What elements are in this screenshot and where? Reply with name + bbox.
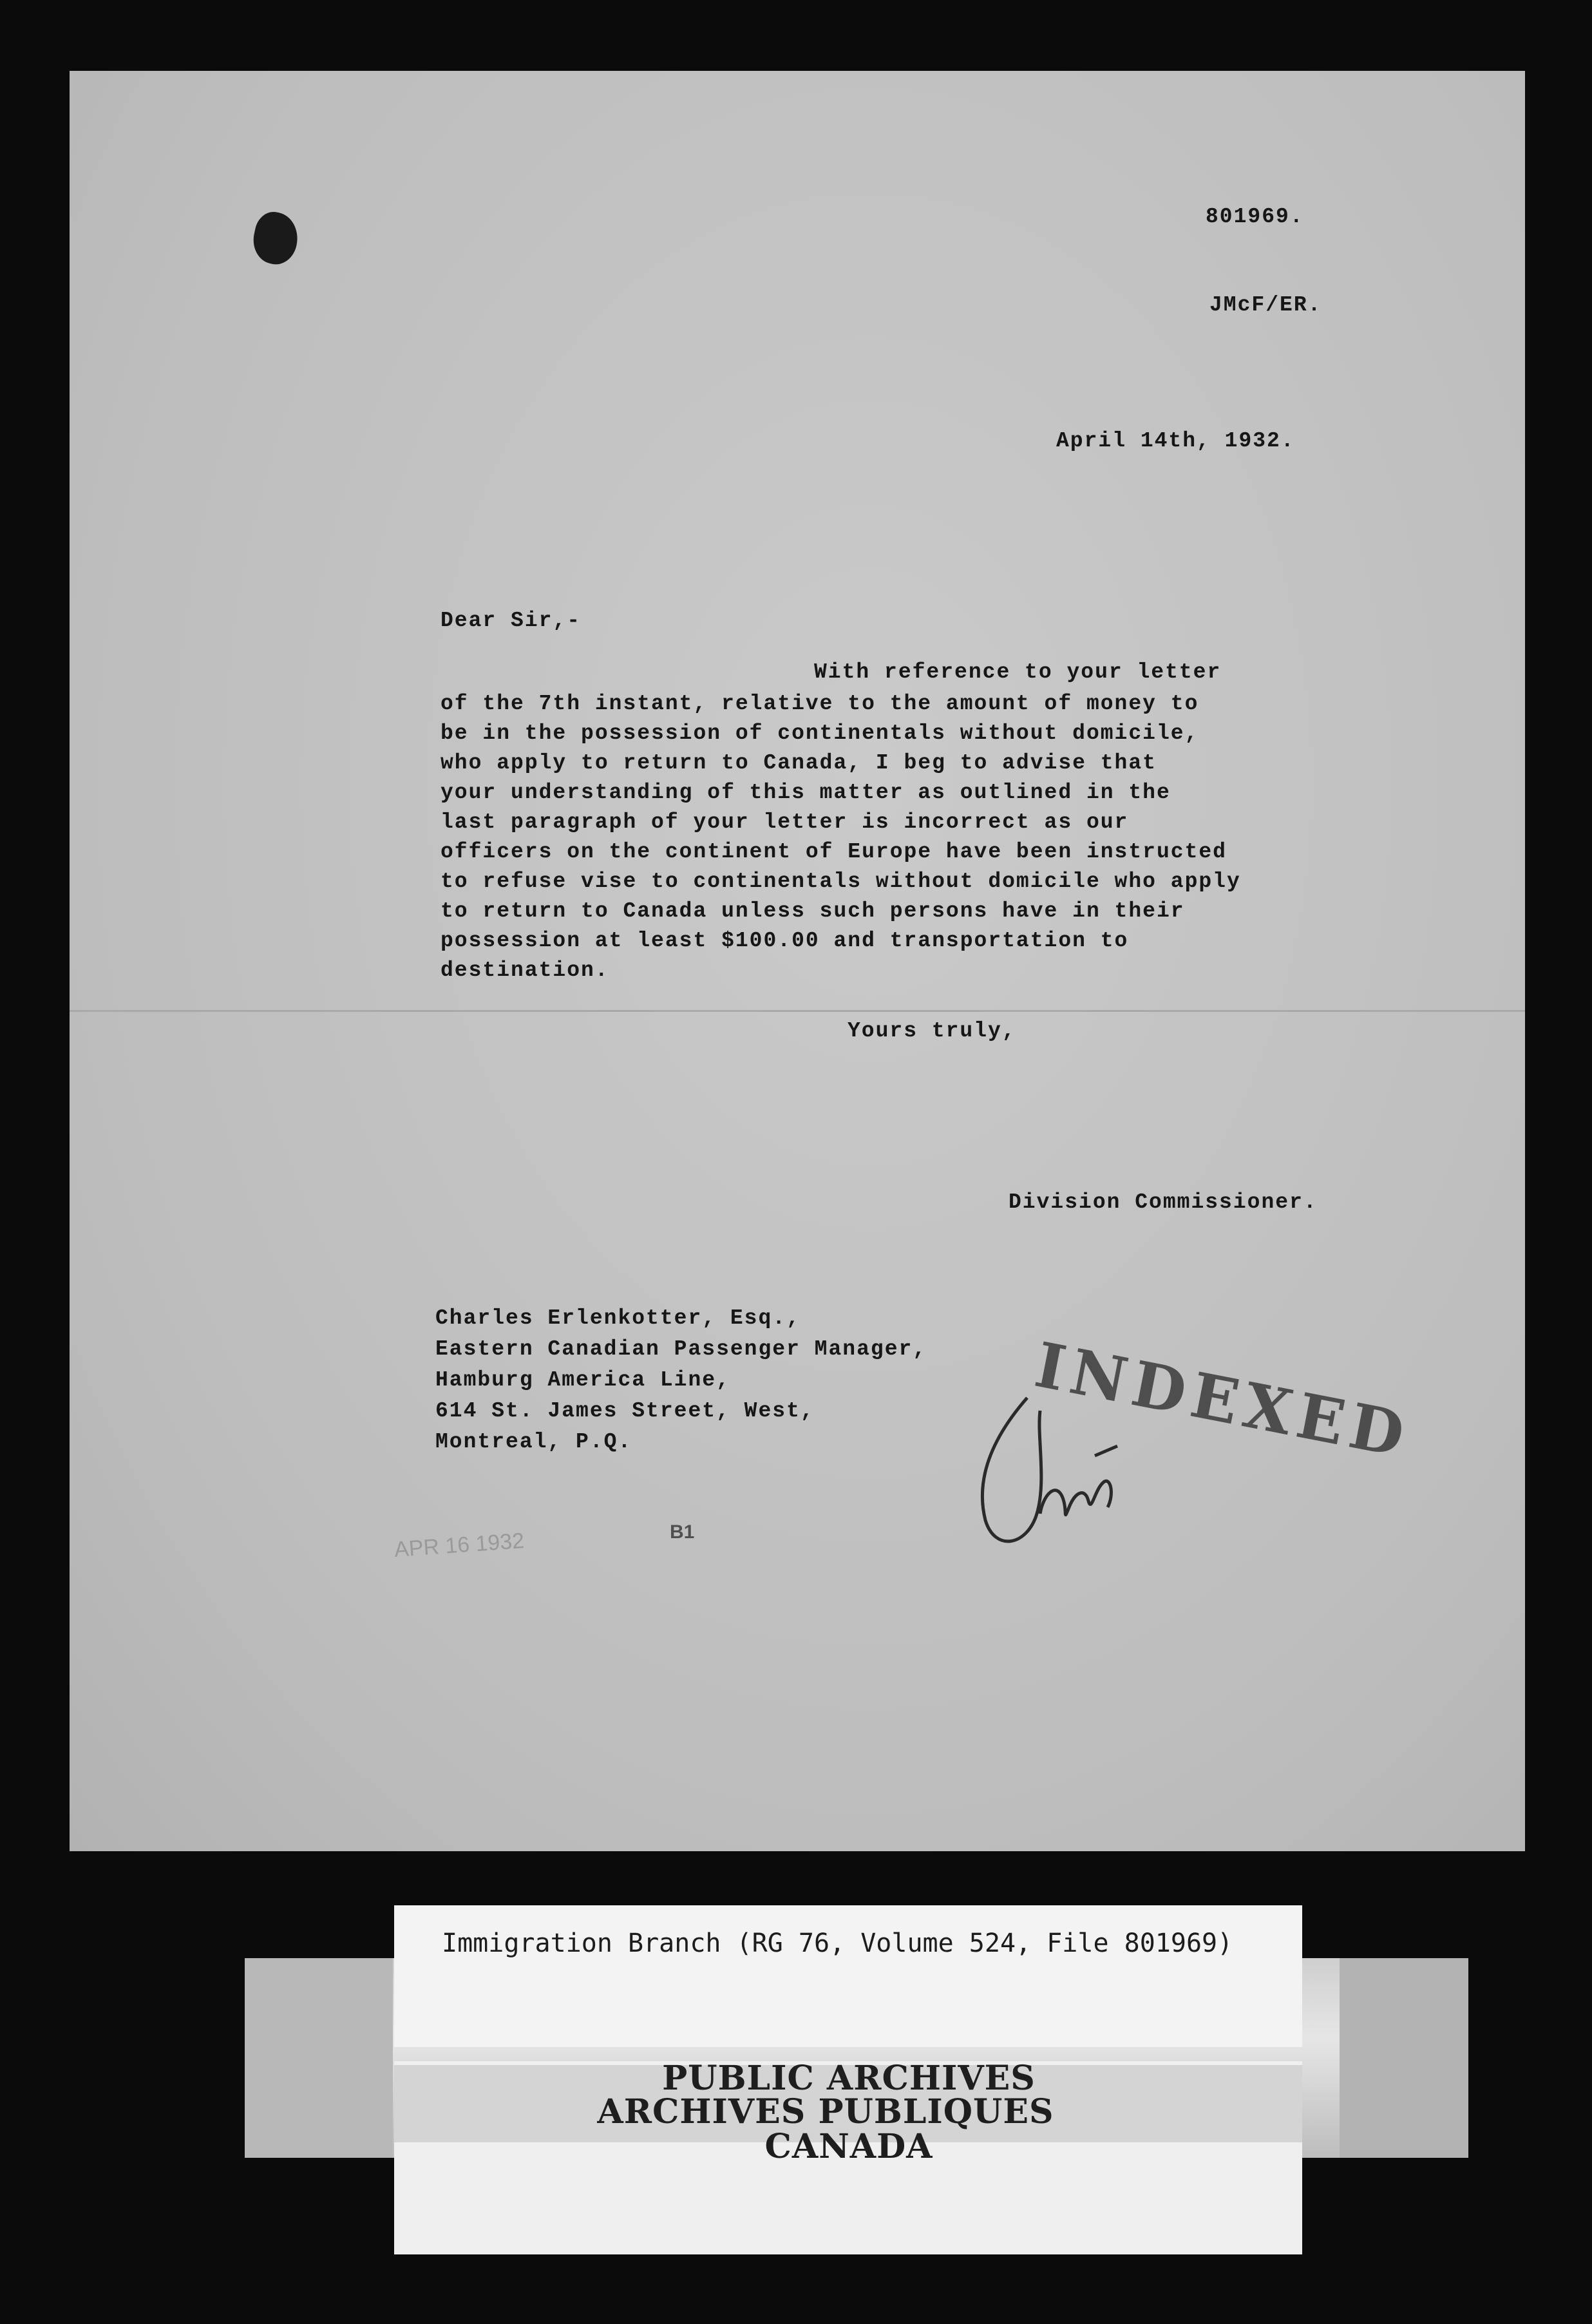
address-line: Hamburg America Line,	[435, 1368, 730, 1392]
indexed-stamp: INDEXED	[1029, 1328, 1417, 1472]
letter-date: April 14th, 1932.	[1056, 429, 1295, 453]
salutation: Dear Sir,-	[441, 609, 582, 633]
address-line: Eastern Canadian Passenger Manager,	[435, 1337, 927, 1361]
body-line: possession at least $100.00 and transportation to	[441, 929, 1129, 953]
file-number: 801969.	[1206, 205, 1304, 229]
address-line: Charles Erlenkotter, Esq.,	[435, 1306, 801, 1330]
body-line: officers on the continent of Europe have been instructed	[441, 840, 1227, 864]
tape-right-edge	[1340, 1958, 1468, 2158]
received-date-stamp: APR 16 1932	[393, 1528, 526, 1563]
body-line: be in the possession of continentals without domicile,	[441, 721, 1199, 745]
tape-left-edge	[245, 1958, 393, 2158]
address-line: 614 St. James Street, West,	[435, 1399, 815, 1423]
body-line: destination.	[441, 958, 609, 982]
address-line: Montreal, P.Q.	[435, 1430, 632, 1454]
body-line: to refuse vise to continentals without domicile who apply	[441, 870, 1241, 893]
citation-label	[394, 1905, 1302, 2047]
letter-page	[70, 71, 1525, 1851]
received-stamp-mark: B1	[670, 1521, 695, 1543]
archive-citation: Immigration Branch (RG 76, Volume 524, File 801969)	[442, 1929, 1233, 1958]
closing: Yours truly,	[848, 1019, 1016, 1043]
body-line: With reference to your letter	[814, 660, 1222, 684]
body-line: your understanding of this matter as outlined in the	[441, 781, 1171, 805]
reference-initials: JMcF/ER.	[1209, 293, 1322, 317]
signatory-title: Division Commissioner.	[1009, 1190, 1318, 1214]
body-line: to return to Canada unless such persons have in their	[441, 899, 1185, 923]
archives-line-3: CANADA	[764, 2127, 933, 2166]
archives-line-2: ARCHIVES PUBLIQUES	[597, 2092, 1054, 2131]
body-line: last paragraph of your letter is incorrect as our	[441, 810, 1129, 834]
archives-line-1: PUBLIC ARCHIVES	[662, 2059, 1036, 2098]
page-fold-line	[70, 1010, 1525, 1012]
body-line: who apply to return to Canada, I beg to advise that	[441, 751, 1157, 775]
body-line: of the 7th instant, relative to the amount of money to	[441, 692, 1199, 716]
handwritten-initials	[966, 1385, 1133, 1578]
